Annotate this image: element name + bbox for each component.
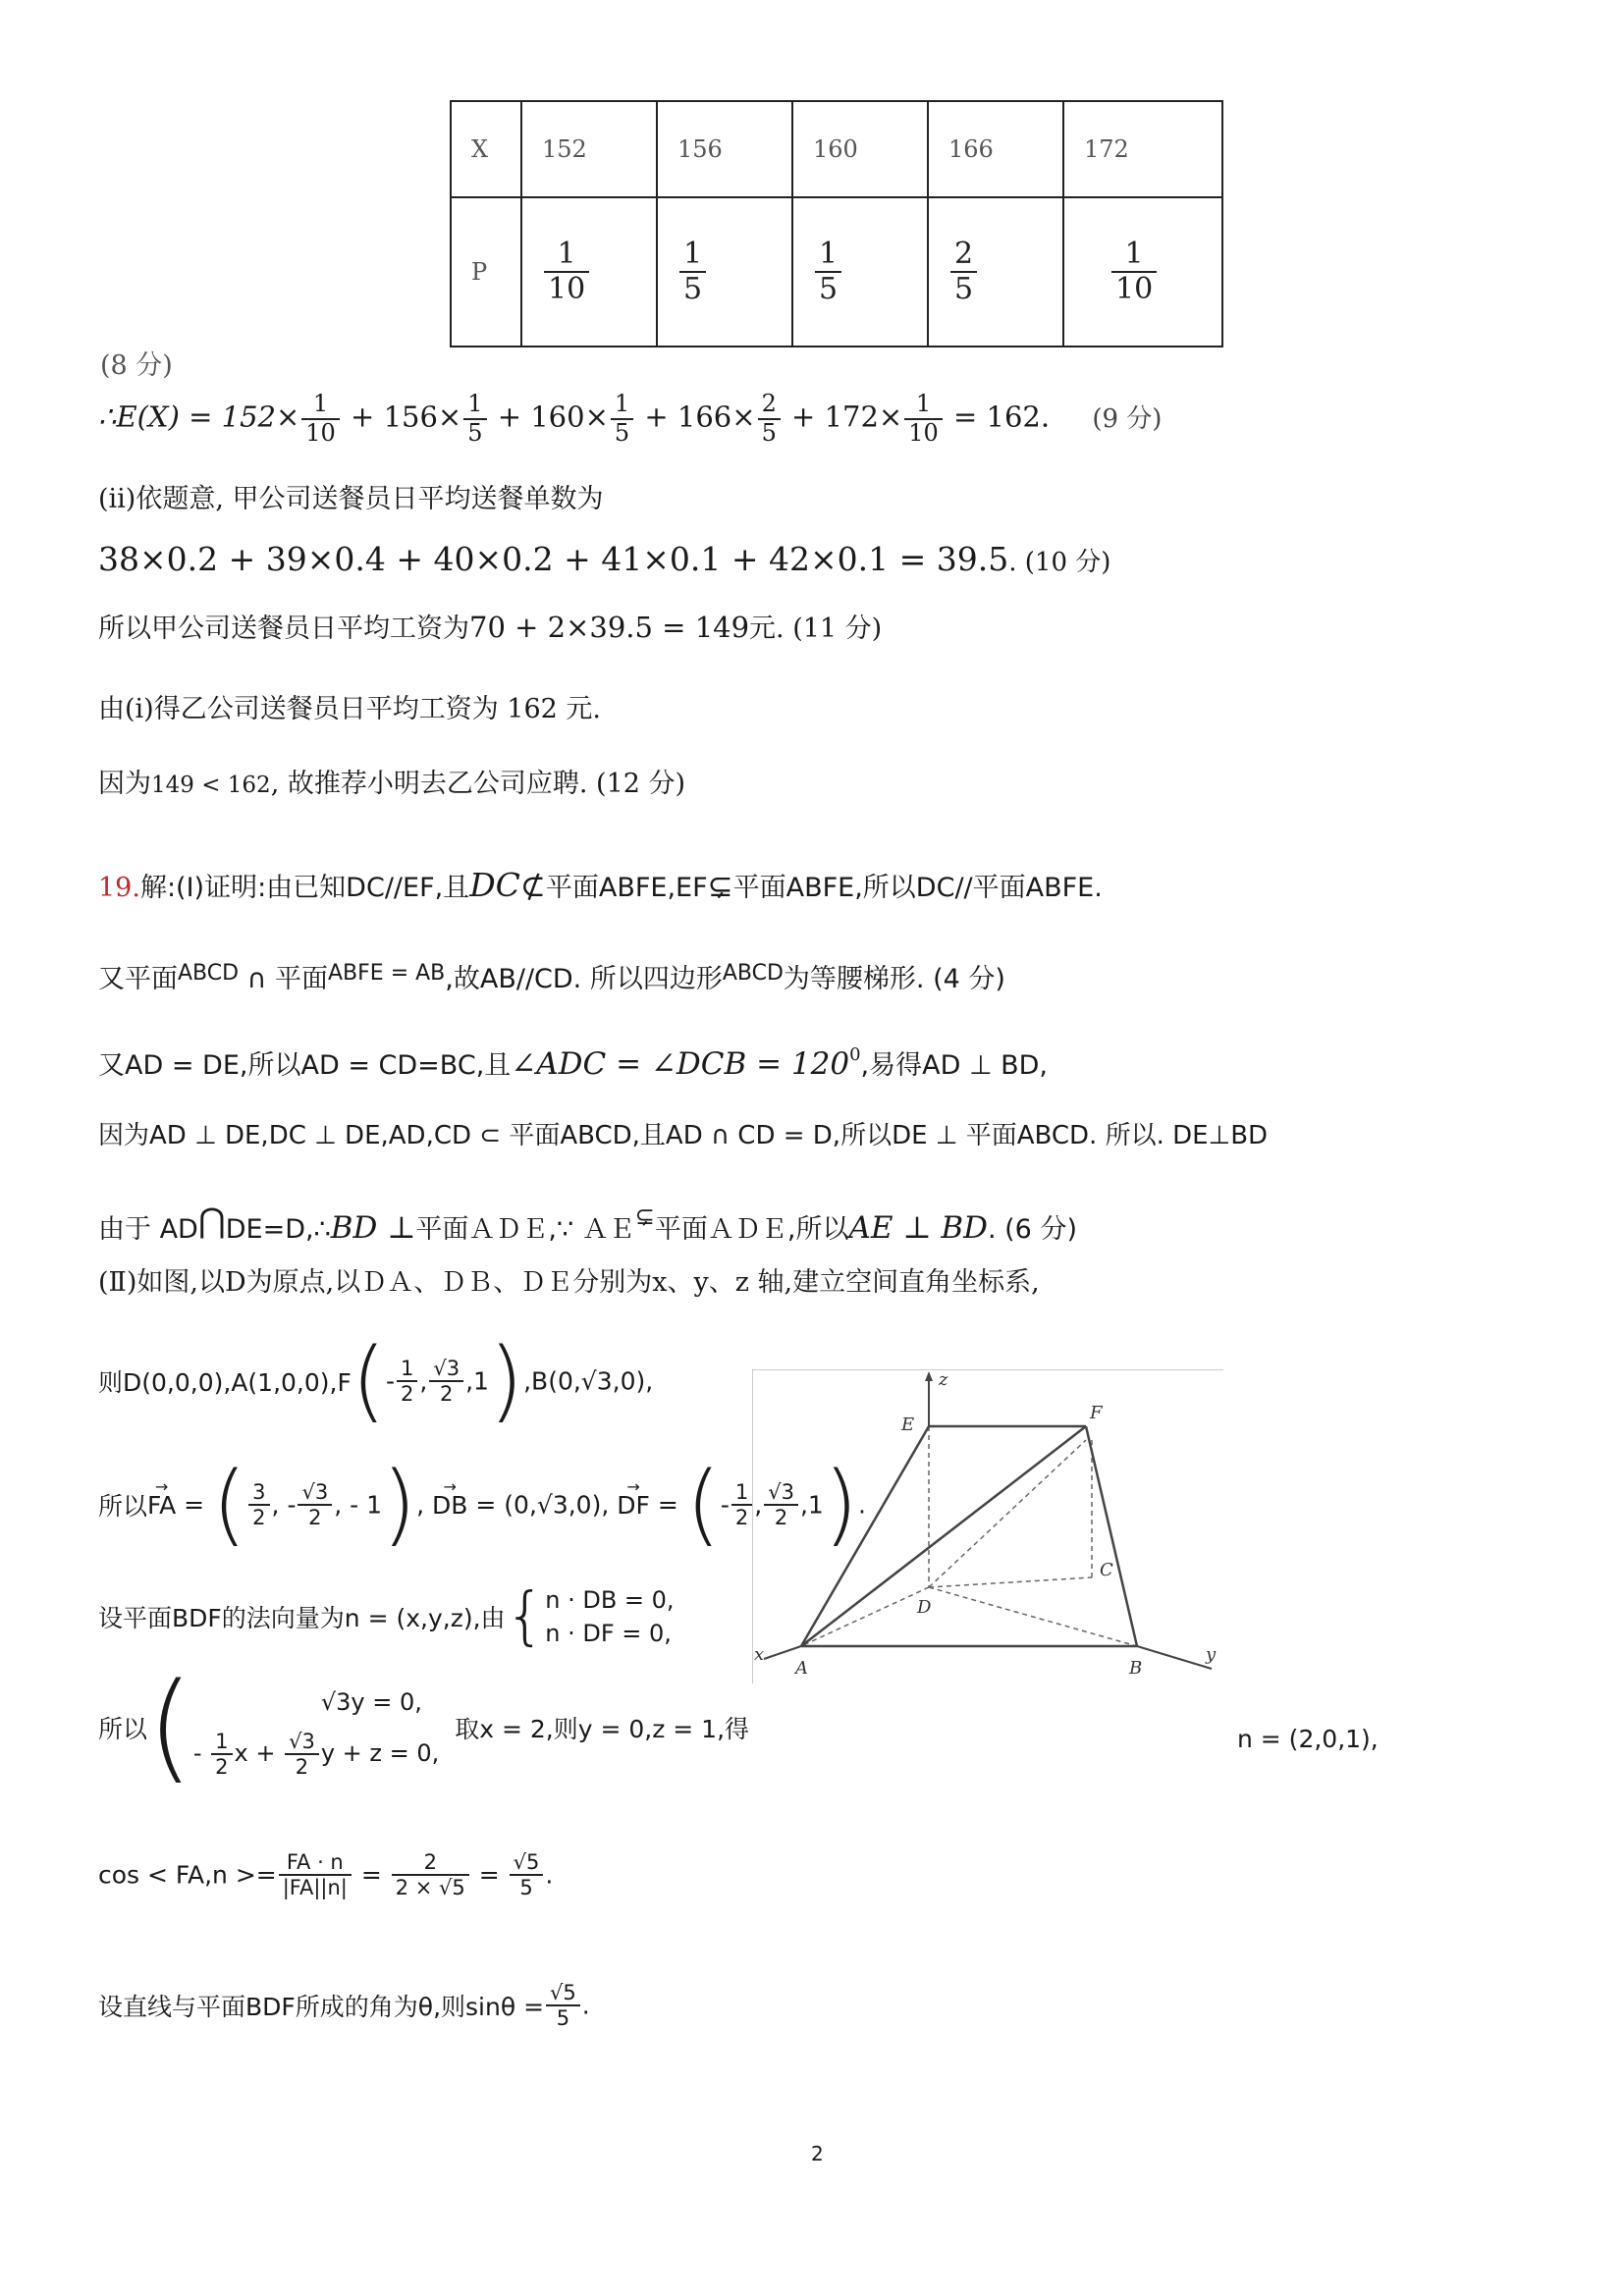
- table-cell: P: [451, 197, 521, 347]
- edge-df: [929, 1440, 1086, 1587]
- table-cell: $\frac{1}{5}$: [792, 197, 928, 347]
- cosine-line: cos < FA,n >= $\frac{FA \cdot n}{|FA||n|}$ = $\frac{2}{2 \times √5}$ = $\frac{√5}{5}$ .: [98, 1850, 554, 1900]
- table-cell: 152: [521, 101, 657, 197]
- coordinates-line: 则D(0,0,0),A(1,0,0),F(- $\frac{1}{2}$ , $\frac{√3}{2}$ ,1),B(0,√3,0),: [98, 1329, 654, 1432]
- q19-line-4: 因为AD ⊥ DE,DC ⊥ DE,AD,CD ⊂ 平面ABCD,且AD ∩ CD = D,所以DE ⊥ 平面ABCD. 所以. DE⊥BD: [98, 1121, 1269, 1150]
- wage-a-line: 所以甲公司送餐员日平均工资为70 + 2×39.5 = 149元. (11 分): [98, 611, 883, 644]
- page-number: 2: [811, 2142, 824, 2165]
- table-cell: 156: [657, 101, 792, 197]
- table-cell: 172: [1063, 101, 1222, 197]
- q19-line-1: 19.解:(Ⅰ)证明:由已知DC//EF,且DC⊄平面ABFE,EF⊊平面ABFE,所以DC//平面ABFE.: [98, 866, 1103, 904]
- table-cell: $\frac{1}{10}$: [1063, 197, 1222, 347]
- q19-line-3: 又AD = DE,所以AD = CD=BC,且∠ADC = ∠DCB = $120^0$,易得AD ⊥ BD,: [98, 1044, 1048, 1082]
- score-8: (8 分): [100, 350, 173, 381]
- q19-part-ii: (Ⅱ)如图,以D为原点,以ＤＡ、ＤＢ、ＤＥ分别为x、y、z 轴,建立空间直角坐标系,: [98, 1267, 1040, 1298]
- edge-db: [929, 1587, 1137, 1646]
- table-cell: X: [451, 101, 521, 197]
- expectation-formula: ∴E(X) = 152× $\frac{1}{10}$ + 156× $\frac{1}{5}$ + 160× $\frac{1}{5}$ + 166× $\frac{2}{5}$ + 172× $\frac{1}{10}$ = 162. (9 分): [98, 390, 1163, 447]
- q19-line-5: 由于 AD⋂DE=D,∴BD ⊥平面ＡＤＥ,∵ ＡＥ⊊平面ＡＤＥ,所以AE ⊥ BD. (6 分): [98, 1201, 1077, 1246]
- label-f: F: [1090, 1403, 1103, 1423]
- label-x: x: [754, 1644, 765, 1665]
- table-row-p: [451, 197, 1222, 347]
- distribution-table: [450, 100, 1223, 347]
- table-cell: $\frac{2}{5}$: [928, 197, 1063, 347]
- recommend-line: 因为149 < 162, 故推荐小明去乙公司应聘. (12 分): [98, 769, 686, 799]
- coordinate-figure: [752, 1369, 1223, 1683]
- q19-line-2: 又平面$^{ABCD}$ ∩ 平面$^{ABFE = AB}$,故AB//CD. 所以四边形$^{ABCD}$为等腰梯形. (4 分): [98, 961, 1005, 994]
- system-line: 所以( √3y = 0, - $\frac{1}{2}$ x + $\frac{√3}{2}$ y + z = 0, 取x = 2,则y = 0,z = 1,得: [98, 1659, 750, 1795]
- y-axis: [1137, 1646, 1212, 1669]
- edge-ea: [801, 1426, 929, 1646]
- question-number: 19.: [98, 873, 140, 903]
- edge-af: [801, 1426, 1086, 1646]
- sine-line: 设直线与平面BDF所成的角为θ,则sinθ = $\frac{√5}{5}$ .: [98, 1981, 590, 2031]
- table-cell: 166: [928, 101, 1063, 197]
- label-e: E: [901, 1415, 915, 1435]
- table-cell: $\frac{1}{5}$: [657, 197, 792, 347]
- wage-b-line: 由(ⅰ)得乙公司送餐员日平均工资为 162 元.: [98, 694, 601, 724]
- z-arrow: [925, 1371, 933, 1381]
- table-cell: 160: [792, 101, 928, 197]
- normal-result: n = (2,0,1),: [1237, 1725, 1379, 1753]
- label-z: z: [939, 1369, 948, 1390]
- part-ii-intro: (ⅱ)依题意, 甲公司送餐员日平均送餐单数为: [98, 484, 604, 514]
- table-cell: $\frac{1}{10}$: [521, 197, 657, 347]
- label-y: y: [1206, 1644, 1217, 1665]
- label-b: B: [1129, 1658, 1143, 1679]
- table-row-x: [451, 101, 1222, 197]
- label-c: C: [1100, 1560, 1113, 1580]
- normal-vector-line: 设平面BDF的法向量为n = (x,y,z),由{ n · DB = 0, n · DF = 0,: [98, 1580, 675, 1653]
- label-d: D: [917, 1597, 932, 1618]
- vectors-line: 所以→ FA = ( $\frac{3}{2}$ , - $\frac{√3}{2}$ , - 1), → DB = (0,√3,0), → DF = (- $\frac{1}{2}$ , $\frac{√3}{2}$ ,1).: [98, 1461, 866, 1549]
- edge-dc: [929, 1577, 1092, 1587]
- edge-fb: [1086, 1426, 1137, 1646]
- average-orders-line: 38×0.2 + 39×0.4 + 40×0.2 + 41×0.1 + 42×0.1 = 39.5. (10 分): [98, 540, 1111, 578]
- label-a: A: [795, 1658, 808, 1679]
